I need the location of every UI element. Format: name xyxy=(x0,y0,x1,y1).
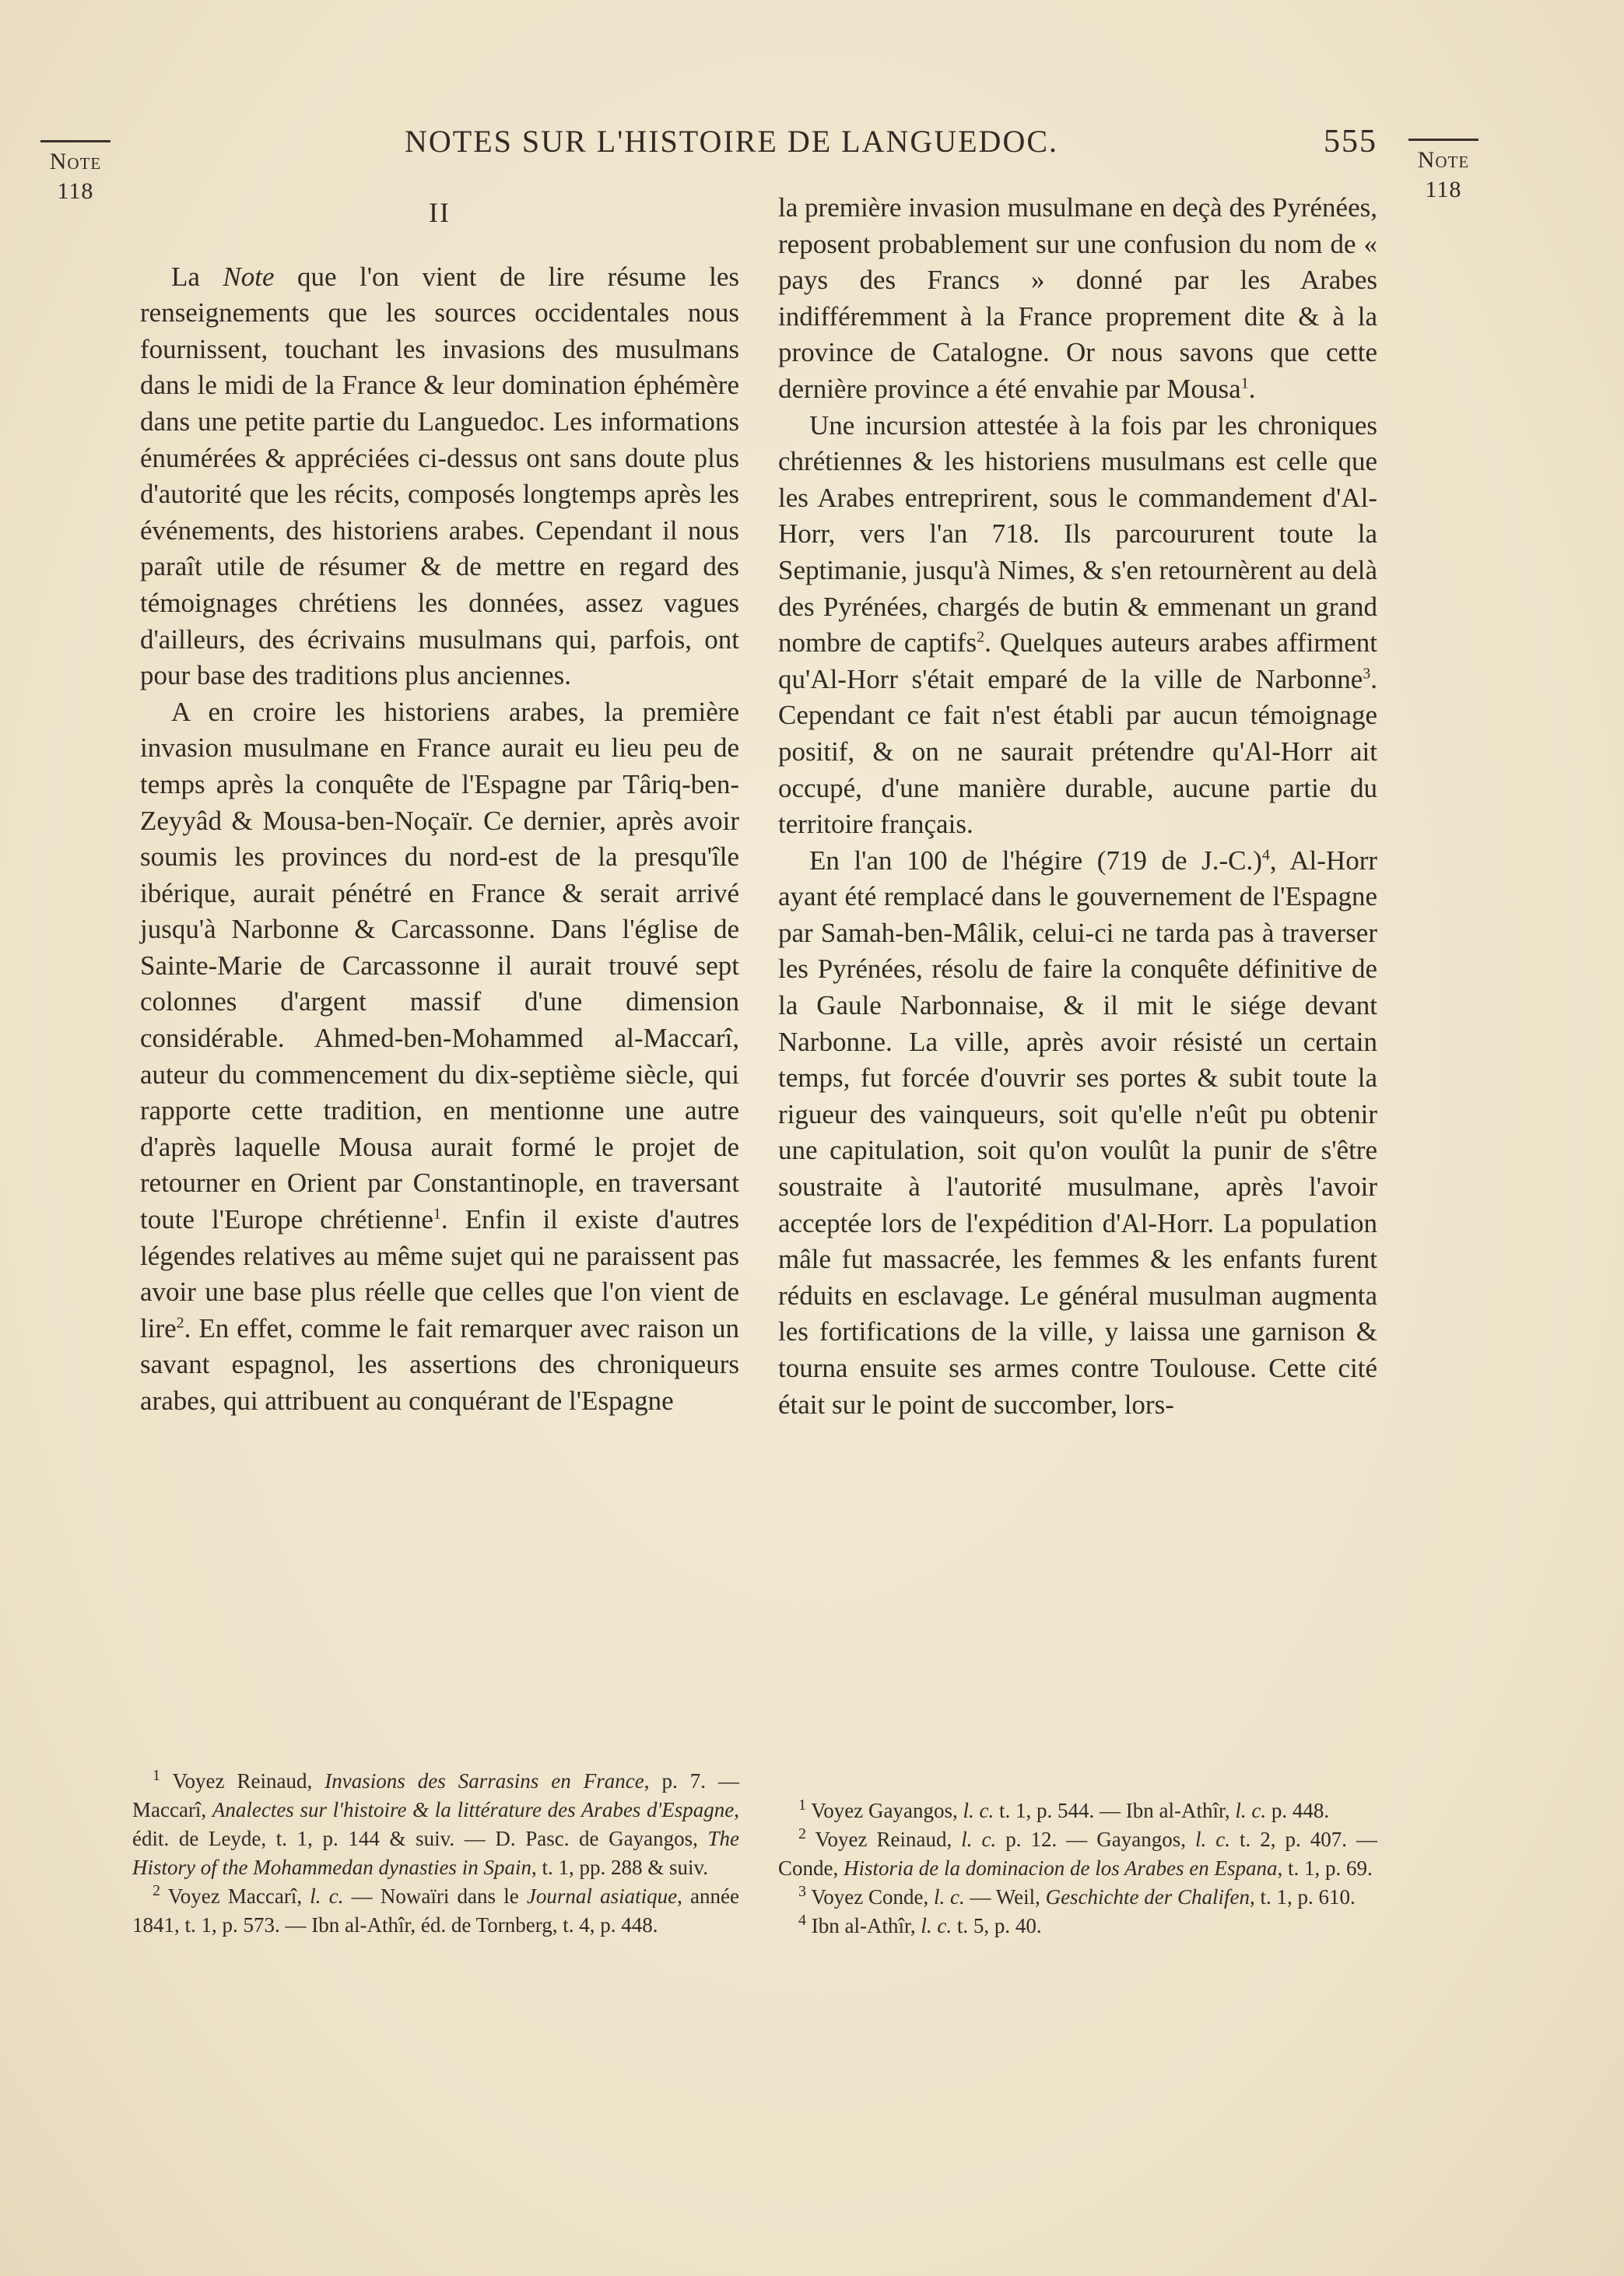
footnotes-left xyxy=(132,1767,739,1940)
text-run: Voyez Conde, xyxy=(806,1885,934,1909)
footnote-ref: 3 xyxy=(1363,665,1371,683)
text-run: Une incursion attestée à la fois par les chroniques chrétiennes & les historiens musulmans est celle que les Arabes entreprirent, sous le commandement d'Al-Horr, vers l'an 718. Ils parcoururent toute la Septimanie, jusqu'à Nimes, & s'en retournèrent au delà des Pyrénées, chargés de butin & emmenant un grand nombre de captifs xyxy=(778,409,1377,659)
text-run: Voyez Reinaud, xyxy=(160,1769,325,1793)
footnote-ref: 1 xyxy=(433,1205,441,1223)
text-run: , Al-Horr ayant été remplacé dans le gouvernement de l'Espagne par Samah-ben-Mâlik, celui-ci ne tarda pas à traverser les Pyrénées, résolu de faire la conquête définitive de la Gaule Narbonnaise, & il mit le siége devant Narbonne. La ville, après avoir résisté un certain temps, fut forcée d'ouvrir ses portes & subit toute la rigueur des vainqueurs, soit qu'elle n'eût pu obtenir une capitulation, soit qu'on voulût la punir de s'être soustraite à l'autorité musulmane, après l'avoir acceptée lors de l'expédition d'Al-Horr. La population mâle fut massacrée, les femmes & les enfants furent réduits en esclavage. Le général musulman augmenta les fortifications de la ville, y laissa une garnison & tourna ensuite ses armes contre Toulouse. Cette cité était sur le point de succomber, lors- xyxy=(778,845,1377,1420)
section-number: II xyxy=(429,197,451,228)
text-run: , année 1841, t. 1, p. 573. — Ibn al-Athîr, éd. de Tornberg, t. 4, p. 448. xyxy=(132,1884,739,1937)
footnote-ref: 4 xyxy=(1261,846,1270,864)
footnote xyxy=(132,1882,739,1940)
text-run: . Cependant ce fait n'est établi par aucun témoignage positif, & on ne saurait prétendre qu'Al-Horr ait occupé, d'une manière durable, aucune partie du territoire français. xyxy=(778,663,1377,840)
text-run: t. 5, p. 40. xyxy=(952,1914,1042,1937)
text-run: Voyez Gayangos, xyxy=(806,1799,963,1822)
text-run: , p. 7. — Maccarî, xyxy=(132,1769,739,1821)
italic-text: l. c. xyxy=(310,1884,344,1908)
text-run: La xyxy=(171,261,223,292)
text-run: — Weil, xyxy=(964,1885,1046,1909)
text-run: p. 12. — Gayangos, xyxy=(996,1828,1195,1851)
margin-note-left xyxy=(40,140,110,206)
paragraph xyxy=(140,694,739,1420)
text-run: p. 448. xyxy=(1266,1799,1330,1822)
text-run: . Quelques auteurs arabes affirment qu'Al-Horr s'était emparé de la ville de Narbonne xyxy=(778,627,1377,694)
italic-text: Journal asiatique xyxy=(526,1884,678,1908)
running-title: NOTES SUR L'HISTOIRE DE LANGUEDOC. xyxy=(405,124,1059,159)
text-run: A en croire les historiens arabes, la première invasion musulmane en France aurait eu lieu peu de temps après la conquête de l'Espagne par Târiq-ben-Zeyyâd & Mousa-ben-Noçaïr. Ce dernier, après avoir soumis les provinces du nord-est de la presqu'île ibérique, aurait pénétré en France & serait arrivé jusqu'à Narbonne & Carcassonne. Dans l'église de Sainte-Marie de Carcassonne il aurait trouvé sept colonnes d'argent massif d'une dimension considérable. Ahmed-ben-Mohammed al-Maccarî, auteur du commencement du dix-septième siècle, qui rapporte cette tradition, en mentionne une autre d'après laquelle Mousa aurait formé le projet de retourner en Orient par Constantinople, en traversant toute l'Europe chrétienne xyxy=(140,696,739,1235)
text-run: , t. 1, p. 610. xyxy=(1250,1885,1356,1909)
paragraph xyxy=(778,408,1377,843)
paragraph xyxy=(140,259,739,694)
running-header xyxy=(405,123,1377,170)
italic-text: The History of the Mohammedan dynasties in Spain xyxy=(132,1827,739,1879)
text-run: , t. 1, p. 69. xyxy=(1277,1856,1373,1880)
italic-text: Analectes sur l'histoire & la littérature des Arabes d'Espagne xyxy=(212,1798,735,1821)
margin-note-label: Note xyxy=(49,149,102,174)
italic-text: l. c. xyxy=(1194,1828,1230,1851)
footnote-mark: 2 xyxy=(153,1882,160,1899)
text-run: . Enfin il existe d'autres légendes relatives au même sujet qui ne paraissent pas avoir une base plus réelle que celles que l'on vient de lire xyxy=(140,1204,739,1343)
margin-note-right xyxy=(1408,139,1478,205)
footnote-ref: 1 xyxy=(1240,374,1249,392)
text-run: . xyxy=(1248,373,1256,404)
footnote-mark: 1 xyxy=(798,1797,806,1814)
text-run: t. 2, p. 407. — Conde, xyxy=(778,1828,1377,1880)
footnote-mark: 2 xyxy=(798,1825,806,1842)
italic-text: l. c. xyxy=(934,1885,965,1909)
italic-text: l. c. xyxy=(921,1914,952,1937)
footnote-mark: 3 xyxy=(798,1883,806,1900)
text-run: — Nowaïri dans le xyxy=(343,1884,527,1908)
footnote xyxy=(132,1767,739,1882)
text-run: , édit. de Leyde, t. 1, p. 144 & suiv. — D. Pasc. de Gayangos, xyxy=(132,1798,739,1850)
paragraph xyxy=(778,843,1377,1424)
text-run: Voyez Reinaud, xyxy=(806,1828,962,1851)
text-run: que l'on vient de lire résume les renseignements que les sources occidentales nous fournissent, touchant les invasions des musulmans dans le midi de la France & leur domination éphémère dans une petite partie du Languedoc. Les informations énumérées & appréciées ci-dessus ont sans doute plus d'autorité que les récits, composés longtemps après les événements, des historiens arabes. Cependant il nous paraît utile de résumer & de mettre en regard des témoignages chrétiens les données, assez vagues d'ailleurs, des écrivains musulmans qui, parfois, ont pour base des traditions plus anciennes. xyxy=(140,261,739,691)
italic-text: Invasions des Sarrasins en France xyxy=(324,1769,644,1793)
footnote xyxy=(778,1797,1377,1825)
italic-text: l. c. xyxy=(1235,1799,1267,1822)
footnote-mark: 1 xyxy=(153,1767,160,1784)
footnotes-right xyxy=(778,1797,1377,1941)
margin-note-label: Note xyxy=(1417,147,1470,173)
text-run: , t. 1, pp. 288 & suiv. xyxy=(531,1856,708,1879)
footnote-mark: 4 xyxy=(798,1912,806,1929)
italic-text: Geschichte der Chalifen xyxy=(1045,1885,1250,1909)
footnote xyxy=(778,1825,1377,1883)
text-run: Voyez Maccarî, xyxy=(160,1884,310,1908)
text-run: En l'an 100 de l'hégire (719 de J.-C.) xyxy=(809,845,1262,876)
margin-note-number: 118 xyxy=(57,178,94,204)
text-run: Ibn al-Athîr, xyxy=(806,1914,921,1937)
footnote xyxy=(778,1883,1377,1912)
margin-note-number: 118 xyxy=(1425,177,1462,202)
right-text-column xyxy=(778,190,1377,1423)
left-text-column xyxy=(140,195,739,1420)
footnote xyxy=(778,1912,1377,1941)
italic-text: l. c. xyxy=(963,1799,994,1822)
footnote-ref: 2 xyxy=(977,628,985,646)
italic-text: Historia de la dominacion de los Arabes en Espana xyxy=(844,1856,1278,1880)
page-number: 555 xyxy=(1324,124,1377,160)
italic-text: l. c. xyxy=(961,1828,997,1851)
text-run: t. 1, p. 544. — Ibn al-Athîr, xyxy=(994,1799,1236,1822)
paragraph xyxy=(778,190,1377,408)
italic-text: Note xyxy=(223,261,275,292)
text-run: la première invasion musulmane en deçà des Pyrénées, reposent probablement sur une confusion du nom de « pays des Francs » donné par les Arabes indifféremment à la France proprement dite & à la province de Catalogne. Or nous savons que cette dernière province a été envahie par Mousa xyxy=(778,192,1377,404)
footnote-ref: 2 xyxy=(176,1314,184,1332)
text-run: . En effet, comme le fait remarquer avec raison un savant espagnol, les assertions des chroniqueurs arabes, qui attribuent au conquérant de l'Espagne xyxy=(140,1312,739,1416)
